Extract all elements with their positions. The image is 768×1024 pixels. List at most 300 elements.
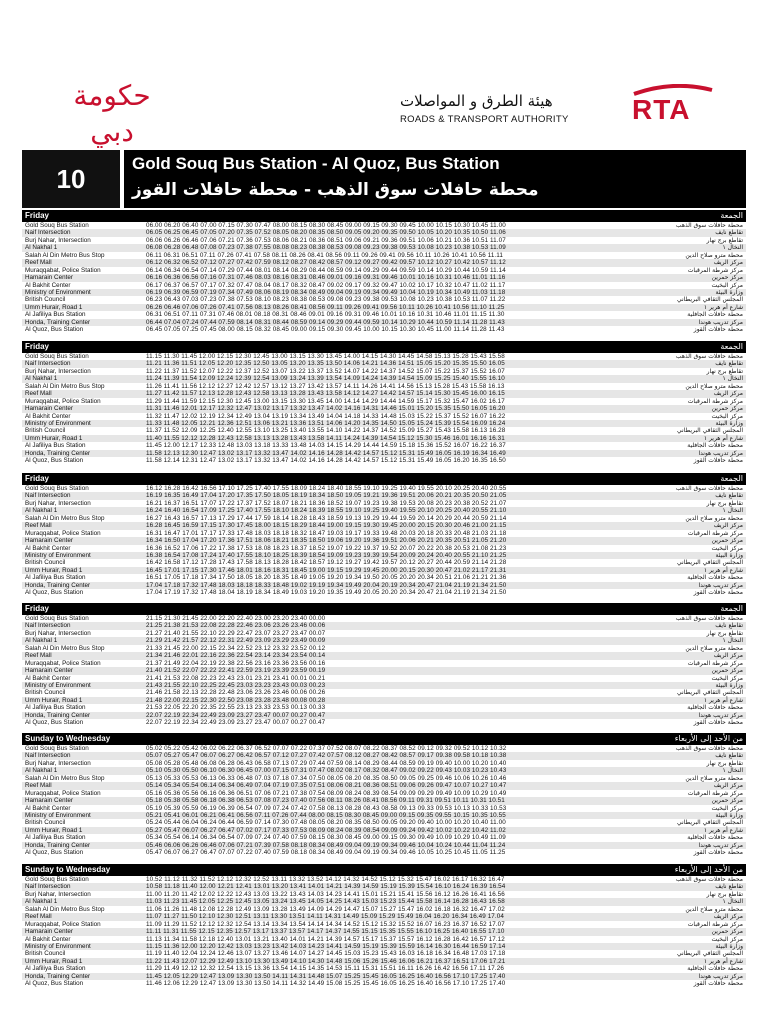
stop-name-arabic: مركز البخيت — [711, 281, 743, 289]
stop-name-english: Reef Mall — [25, 522, 52, 530]
table-row — [22, 667, 746, 674]
stop-name-english: Naif Intersection — [25, 752, 71, 760]
route-number: 10 — [56, 163, 86, 194]
table-row — [22, 689, 746, 696]
stop-name-arabic: المجلس الثقافي البريطاني — [676, 559, 743, 567]
table-row — [22, 819, 746, 826]
stop-name-english: Honda, Training Center — [25, 581, 91, 589]
departure-times: 16.34 16.50 17.04 17.20 17.36 17.51 18.06 18.21 18.35 18.50 19.06 19.20 19.36 19.51 20.06 20.21 20.35 20.51 21.05 21.20 — [146, 537, 507, 545]
stop-name-arabic: محطة حافلات سوق الذهب — [675, 485, 743, 492]
stop-name-arabic: مركز تدريب هوندا — [698, 581, 743, 589]
stop-name-arabic: محطة حافلات سوق الذهب — [675, 745, 743, 752]
stop-name-arabic: مركز تدريب هوندا — [698, 318, 743, 326]
table-row — [22, 943, 746, 950]
stop-name-arabic: مركز تدريب هوندا — [698, 841, 743, 849]
stop-name-english: Honda, Training Center — [25, 318, 91, 326]
departure-times: 11.22 11.43 12.07 12.29 12.49 13.10 13.30 13.49 14.10 14.30 14.48 15.06 15.26 15.46 16.06 16.21 16.37 16.51 17.06 17.21 — [146, 957, 506, 965]
stop-name-arabic: شارع أم هرير ١ — [703, 957, 743, 965]
stop-name-arabic: محطة حافلات القوز — [693, 326, 743, 334]
stop-name-english: Al Jafiliya Bus Station — [25, 965, 86, 973]
stop-name-arabic: تقاطع برج نهار — [706, 367, 743, 375]
departure-times: 11.45 12.00 12.17 12.33 12.48 13.03 13.18 13.33 13.48 14.03 14.15 14.29 14.44 14.59 15.18 15.36 15.52 16.07 16.22 16.37 — [146, 442, 506, 450]
stop-name-arabic: محطة مترو صلاح الدين — [685, 382, 743, 390]
departure-times: 05.02 05.22 05.42 06.02 06.22 06.37 06.52 07.07 07.22 07.37 07.52 08.07 08.22 08.37 08.52 09.12 09.32 09.52 10.12 10.32 — [146, 745, 507, 752]
departure-times: 11.07 11.27 11.50 12.10 12.30 12.51 13.11 13.30 13.51 14.11 14.31 14.49 15.09 15.29 15.49 16.04 16.20 16.34 16.49 17.04 — [146, 913, 504, 921]
stop-name-arabic: مركز شرطة المرقبات — [687, 529, 743, 537]
stop-name-english: Al Quoz, Bus Station — [25, 719, 84, 727]
gov-logo-arabic: حكومة دبي — [73, 79, 151, 148]
stop-name-arabic: مركز شرطة المرقبات — [687, 397, 743, 405]
stop-name-english: Salah Al Din Metro Bus Stop — [25, 905, 105, 913]
stop-name-english: Al Nakhal 1 — [25, 767, 58, 775]
departure-times: 11.58 12.14 12.31 12.47 13.02 13.17 13.32 13.47 14.02 14.16 14.28 14.42 14.57 15.12 15.31 15.49 16.05 16.20 16.35 16.50 — [146, 457, 506, 465]
stop-name-english: Hamarain Center — [25, 797, 73, 805]
stop-name-arabic: المجلس الثقافي البريطاني — [676, 296, 743, 304]
stop-name-english: Naif Intersection — [25, 883, 71, 891]
departure-times: 06.12 06.32 06.52 07.12 07.27 07.42 07.59 08.12 08.27 08.42 08.57 09.12 09.27 09.42 09.57 10.12 10.27 10.42 10.57 11.12 — [146, 259, 506, 267]
table-row — [22, 782, 746, 789]
rta-logo-text: RTA — [632, 94, 691, 125]
stop-name-english: Muraqqabat, Police Station — [25, 397, 101, 405]
table-row — [22, 282, 746, 289]
table-row — [22, 259, 746, 266]
stop-name-english: Burj Nahar, Intersection — [25, 499, 91, 507]
stop-name-english: Al Bakhit Center — [25, 804, 71, 812]
table-row — [22, 682, 746, 689]
table-row — [22, 237, 746, 244]
departure-times: 11.15 11.36 12.00 12.20 12.42 13.03 13.23 13.42 14.03 14.23 14.41 14.59 15.19 15.39 15.59 16.14 16.30 16.44 16.59 17.14 — [146, 942, 506, 950]
table-row — [22, 552, 746, 559]
stop-name-english: Al Nakhal 1 — [25, 375, 58, 383]
stop-name-english: Muraqqabat, Police Station — [25, 920, 101, 928]
departure-times: 05.16 05.36 05.56 06.16 06.36 06.51 07.06 07.21 07.38 07.54 08.09 08.24 08.39 08.54 09.09 09.29 09.49 10.09 10.29 10.49 — [146, 789, 507, 797]
table-row — [22, 311, 746, 318]
table-row — [22, 958, 746, 965]
departure-times: 06.19 06.39 06.59 07.19 07.34 07.49 08.06 08.19 08.34 08.49 09.04 09.19 09.34 09.49 10.04 10.19 10.34 10.49 11.03 11.18 — [146, 288, 506, 296]
departure-times: 11.40 11.55 12.12 12.28 12.43 12.58 13.13 13.28 13.43 13.58 14.11 14.24 14.39 14.54 15.12 15.30 15.46 16.01 16.16 16.31 — [146, 434, 505, 442]
stop-name-arabic: محطة حافلات الجافلية — [687, 574, 743, 582]
departure-times: 11.09 11.29 11.52 12.12 12.32 12.54 13.14 13.34 13.54 14.14 14.34 14.52 15.12 15.32 15.52 16.07 16.23 16.37 16.52 17.07 — [146, 920, 505, 928]
stop-name-arabic: محطة مترو صلاح الدين — [685, 905, 743, 913]
table-row — [22, 805, 746, 812]
table-row — [22, 842, 746, 849]
stop-name-arabic: النخال ١ — [722, 898, 743, 906]
table-row — [22, 719, 746, 726]
stop-name-english: British Council — [25, 296, 66, 304]
table-row — [22, 289, 746, 296]
table-row — [22, 507, 746, 514]
table-row — [22, 898, 746, 905]
stop-name-arabic: شارع أم هرير ١ — [703, 303, 743, 311]
departure-times: 21.15 21.30 21.45 22.00 22.20 22.40 23.00 23.20 23.40 00.00 — [146, 615, 326, 622]
table-row — [22, 849, 746, 856]
stop-name-arabic: شارع أم هرير ١ — [703, 826, 743, 834]
stop-name-english: Gold Souq Bus Station — [25, 876, 89, 883]
table-row — [22, 936, 746, 943]
table-row — [22, 435, 746, 442]
departure-times: 11.13 11.34 11.58 12.18 12.40 13.01 13.21 13.40 14.01 14.21 14.39 14.57 15.17 15.37 15.57 16.12 16.28 16.42 16.57 17.12 — [146, 935, 505, 943]
table-row — [22, 652, 746, 659]
departure-times: 11.58 12.13 12.30 12.47 13.02 13.17 13.32 13.47 14.02 14.16 14.28 14.42 14.57 15.12 15.31 15.49 16.05 16.19 16.34 16.49 — [146, 449, 506, 457]
stop-name-english: Al Bakhit Center — [25, 935, 71, 943]
stop-name-english: Burj Nahar, Intersection — [25, 629, 91, 637]
table-row — [22, 427, 746, 434]
table-row — [22, 537, 746, 544]
departure-times: 06.17 06.37 06.57 07.17 07.32 07.47 08.04 08.17 08.32 08.47 09.02 09.17 09.32 09.47 10.02 10.17 10.32 10.47 11.02 11.17 — [146, 281, 506, 289]
stop-name-arabic: محطة مترو صلاح الدين — [685, 644, 743, 652]
stop-name-arabic: محطة مترو صلاح الدين — [685, 251, 743, 259]
table-row — [22, 522, 746, 529]
departure-times: 11.11 11.31 11.55 12.15 12.35 12.57 13.17 13.37 13.57 14.17 14.37 14.55 15.15 15.35 15.55 16.10 16.25 16.40 16.55 17.10 — [146, 928, 505, 936]
stop-name-english: Reef Mall — [25, 782, 52, 790]
departure-times: 06.05 06.25 06.45 07.05 07.20 07.35 07.52 08.05 08.20 08.35 08.50 09.05 09.20 09.35 09.50 10.05 10.20 10.35 10.50 11.06 — [146, 229, 506, 237]
stop-name-arabic: النخال ١ — [722, 244, 743, 252]
day-label-english: Friday — [25, 604, 50, 613]
route-number-box — [22, 150, 124, 208]
departure-times: 21.25 21.38 21.53 22.08 22.28 22.46 23.06 23.26 23.46 00.06 — [146, 622, 326, 630]
stop-name-arabic: محطة حافلات القوز — [693, 980, 743, 988]
stop-name-english: Burj Nahar, Intersection — [25, 890, 91, 898]
table-row — [22, 965, 746, 972]
departure-times: 05.19 05.39 05.59 06.19 06.39 06.54 07.09 07.24 07.42 07.58 08.13 08.28 08.43 08.58 09.13 09.33 09.53 10.13 10.33 10.53 — [146, 804, 507, 812]
stop-name-english: Reef Mall — [25, 652, 52, 660]
stop-name-arabic: شارع أم هرير ١ — [703, 434, 743, 442]
stop-name-arabic: محطة مترو صلاح الدين — [685, 774, 743, 782]
table-row — [22, 304, 746, 311]
departure-times: 11.22 11.37 11.52 12.07 12.22 12.37 12.52 13.07 13.22 13.37 13.52 14.07 14.22 14.37 14.52 15.07 15.22 15.37 15.52 16.07 — [146, 367, 505, 375]
stop-name-english: British Council — [25, 559, 66, 567]
departure-times: 05.13 05.33 05.53 06.13 06.33 06.48 07.03 07.18 07.34 07.50 08.05 08.20 08.35 08.50 09.05 09.25 09.46 10.06 10.26 10.46 — [146, 774, 507, 782]
stop-name-arabic: محطة حافلات الجافلية — [687, 965, 743, 973]
route-title-english: Gold Souq Bus Station - Al Quoz, Bus Station — [132, 154, 500, 173]
departure-times: 06.06 06.26 06.46 07.06 07.21 07.36 07.53 08.06 08.21 08.36 08.51 09.06 09.21 09.36 09.51 10.06 10.21 10.36 10.51 11.07 — [146, 236, 506, 244]
departure-times: 16.27 16.43 16.57 17.13 17.29 17.44 17.59 18.14 18.28 18.43 18.59 19.13 19.29 19.44 19.59 20.14 20.29 20.44 20.59 21.14 — [146, 514, 507, 522]
stop-name-english: Ministry of Environment — [25, 419, 91, 427]
stop-name-arabic: محطة حافلات الجافلية — [687, 834, 743, 842]
stop-name-english: Salah Al Din Metro Bus Stop — [25, 774, 105, 782]
stop-name-english: Umm Hurair, Road 1 — [25, 434, 83, 442]
stop-name-arabic: النخال ١ — [722, 375, 743, 383]
table-row — [22, 500, 746, 507]
table-row — [22, 775, 746, 782]
table-row — [22, 244, 746, 251]
stop-name-english: Salah Al Din Metro Bus Stop — [25, 251, 105, 259]
table-row — [22, 450, 746, 457]
stop-name-english: Gold Souq Bus Station — [25, 485, 89, 492]
table-row — [22, 906, 746, 913]
stop-name-english: Honda, Training Center — [25, 841, 91, 849]
stop-name-english: Salah Al Din Metro Bus Stop — [25, 644, 105, 652]
timetable-section — [22, 864, 746, 988]
departure-times: 06.44 07.04 07.24 07.44 07.59 08.14 08.31 08.44 08.59 09.14 09.29 09.44 09.59 10.14 10.29 10.44 10.59 11.14 11.28 11.43 — [146, 318, 505, 326]
stop-name-english: Ministry of Environment — [25, 288, 91, 296]
rta-name — [400, 92, 610, 125]
day-label-english: Friday — [25, 342, 50, 351]
stop-name-arabic: محطة حافلات سوق الذهب — [675, 615, 743, 622]
stop-name-english: Muraqqabat, Police Station — [25, 659, 101, 667]
stop-name-english: Hamarain Center — [25, 405, 73, 413]
departure-times: 11.27 11.42 11.57 12.13 12.28 12.43 12.58 13.13 13.28 13.43 13.58 14.12 14.27 14.42 14.57 15.14 15.30 15.45 16.00 16.15 — [146, 390, 505, 398]
header — [0, 0, 768, 150]
table-row — [22, 697, 746, 704]
table-row — [22, 712, 746, 719]
stop-name-english: Al Nakhal 1 — [25, 244, 58, 252]
stop-name-english: Reef Mall — [25, 913, 52, 921]
departure-times: 06.16 06.36 06.56 07.16 07.31 07.46 08.03 08.16 08.31 08.46 09.01 09.16 09.31 09.46 10.01 10.16 10.31 10.46 11.01 11.16 — [146, 274, 506, 282]
stop-name-arabic: وزارة البيئة — [715, 288, 743, 296]
departure-times: 06.31 06.51 07.11 07.31 07.46 08.01 08.18 08.31 08.46 09.01 09.16 09.31 09.46 10.01 10.16 10.31 10.46 11.01 11.15 11.30 — [146, 311, 505, 319]
stop-name-english: Honda, Training Center — [25, 972, 91, 980]
departure-times: 21.48 22.00 22.15 22.30 22.50 23.08 23.28 23.48 00.08 00.28 — [146, 696, 326, 704]
day-label-english: Sunday to Wednesday — [25, 734, 111, 743]
table-row — [22, 515, 746, 522]
stop-name-arabic: المجلس الثقافي البريطاني — [676, 427, 743, 435]
stop-name-arabic: تقاطع نايف — [715, 883, 743, 891]
section-day-header — [22, 864, 746, 876]
day-label-english: Sunday to Wednesday — [25, 865, 111, 874]
departure-times: 05.10 05.30 05.50 06.10 06.30 06.45 07.00 07.15 07.31 07.47 08.02 08.17 08.32 08.47 09.02 09.22 09.43 10.03 10.23 10.43 — [146, 767, 507, 775]
stop-name-arabic: تقاطع برج نهار — [706, 890, 743, 898]
stop-name-arabic: مركز البخيت — [711, 412, 743, 420]
departure-times: 16.38 16.54 17.08 17.24 17.40 17.55 18.10 18.25 18.39 18.54 19.09 19.23 19.39 19.54 20.09 20.24 20.40 20.55 21.10 21.25 — [146, 551, 507, 559]
stop-name-arabic: محطة حافلات القوز — [693, 589, 743, 597]
stop-name-english: Umm Hurair, Road 1 — [25, 303, 83, 311]
departure-times: 16.45 17.01 17.15 17.30 17.46 18.01 18.16 18.31 18.45 19.00 19.15 19.29 19.45 20.00 20.15 20.30 20.47 21.02 21.17 21.31 — [146, 566, 507, 574]
stop-name-english: Gold Souq Bus Station — [25, 615, 89, 622]
table-row — [22, 827, 746, 834]
table-row — [22, 797, 746, 804]
stop-name-english: Naif Intersection — [25, 492, 71, 500]
rta-name-arabic: هيئة الطرق و المواصلات — [400, 92, 553, 110]
timetable-section — [22, 341, 746, 465]
table-row — [22, 492, 746, 499]
stop-name-english: Al Bakhit Center — [25, 281, 71, 289]
stop-name-english: Al Quoz, Bus Station — [25, 849, 84, 857]
table-row — [22, 485, 746, 492]
departure-times: 05.46 06.06 06.26 06.46 07.06 07.21 07.39 07.58 08.18 08.34 08.49 09.04 09.19 09.34 09.46 10.04 10.24 10.44 11.04 11.24 — [146, 841, 506, 849]
stop-name-english: Burj Nahar, Intersection — [25, 236, 91, 244]
stop-name-arabic: محطة مترو صلاح الدين — [685, 514, 743, 522]
table-row — [22, 660, 746, 667]
departure-times: 16.36 16.52 17.06 17.22 17.38 17.53 18.08 18.23 18.37 18.52 19.07 19.22 19.37 19.52 20.07 20.22 20.38 20.53 21.08 21.23 — [146, 544, 507, 552]
departure-times: 11.32 11.47 12.02 12.19 12.34 12.49 13.04 13.19 13.34 13.49 14.04 14.18 14.33 14.48 15.03 15.22 15.37 15.52 16.07 16.22 — [146, 412, 506, 420]
stop-name-english: Umm Hurair, Road 1 — [25, 566, 83, 574]
departure-times: 21.37 21.49 22.04 22.19 22.38 22.56 23.16 23.36 23.56 00.16 — [146, 659, 326, 667]
stop-name-english: Salah Al Din Metro Bus Stop — [25, 514, 105, 522]
stop-name-arabic: مركز الريف — [713, 390, 743, 398]
departure-times: 16.12 16.28 16.42 16.56 17.10 17.25 17.40 17.55 18.09 18.24 18.40 18.55 19.10 19.25 19.40 19.55 20.10 20.25 20.40 20.55 — [146, 485, 507, 492]
stop-name-arabic: مركز البخيت — [711, 935, 743, 943]
stop-name-english: Al Quoz, Bus Station — [25, 457, 84, 465]
stop-name-english: Umm Hurair, Road 1 — [25, 696, 83, 704]
stop-name-english: Hamarain Center — [25, 537, 73, 545]
stop-name-english: Al Jafiliya Bus Station — [25, 442, 86, 450]
departure-times: 10.52 11.12 11.32 11.52 12.12 12.32 12.52 13.11 13.32 13.52 14.12 14.32 14.52 15.12 15.32 15.47 16.02 16.17 16.32 16.47 — [146, 876, 505, 883]
stop-name-english: Gold Souq Bus Station — [25, 222, 89, 229]
stop-name-arabic: تقاطع برج نهار — [706, 759, 743, 767]
departure-times: 05.18 05.38 05.58 06.18 06.38 06.53 07.08 07.23 07.40 07.56 08.11 08.26 08.41 08.56 09.11 09.31 09.51 10.11 10.31 10.51 — [146, 797, 505, 805]
table-row — [22, 615, 746, 622]
departure-times: 17.04 17.18 17.32 17.48 18.03 18.18 18.33 18.48 19.02 19.19 19.34 19.49 20.04 20.19 20.34 20.47 21.04 21.19 21.34 21.50 — [146, 581, 507, 589]
stop-name-english: Naif Intersection — [25, 229, 71, 237]
stop-name-english: Al Bakhit Center — [25, 674, 71, 682]
stop-name-english: Salah Al Din Metro Bus Stop — [25, 382, 105, 390]
stop-name-arabic: مركز حمرين — [711, 274, 743, 282]
table-row — [22, 398, 746, 405]
table-row — [22, 637, 746, 644]
departure-times: 16.19 16.35 16.49 17.04 17.20 17.35 17.50 18.05 18.19 18.34 18.50 19.05 19.21 19.36 19.51 20.06 20.21 20.35 20.50 21.05 — [146, 492, 507, 500]
departure-times: 06.11 06.31 06.51 07.11 07.26 07.41 07.58 08.11 08.26 08.41 08.56 09.11 09.26 09.41 09.56 10.11 10.26 10.41 10.56 11.11 — [146, 251, 504, 259]
departure-times: 16.24 16.40 16.54 17.09 17.25 17.40 17.55 18.10 18.24 18.39 18.55 19.10 19.25 19.40 19.55 20.10 20.25 20.40 20.55 21.10 — [146, 507, 507, 515]
day-label-arabic: من الأحد إلى الأربعاء — [674, 734, 743, 743]
departure-times: 05.24 05.44 06.04 06.24 06.44 06.59 07.14 07.30 07.48 08.05 08.20 08.35 08.50 09.05 09.20 09.40 10.00 10.20 10.40 11.00 — [146, 819, 506, 827]
departure-times: 16.42 16.58 17.12 17.28 17.43 17.58 18.13 18.28 18.42 18.57 19.12 19.27 19.42 19.57 20.12 20.27 20.44 20.59 21.14 21.28 — [146, 559, 507, 567]
departure-times: 21.27 21.40 21.55 22.10 22.29 22.47 23.07 23.27 23.47 00.07 — [146, 629, 326, 637]
departure-times: 11.31 11.46 12.01 12.17 12.32 12.47 13.02 13.17 13.32 13.47 14.02 14.16 14.31 14.46 15.01 15.20 15.35 15.50 16.05 16.20 — [146, 405, 506, 413]
departure-times: 11.29 11.49 12.12 12.32 12.54 13.15 13.36 13.54 14.15 14.35 14.53 15.11 15.31 15.51 16.11 16.26 16.42 16.56 17.11 17.26 — [146, 965, 504, 973]
stop-name-english: Al Nakhal 1 — [25, 637, 58, 645]
table-row — [22, 980, 746, 987]
stop-name-arabic: المجلس الثقافي البريطاني — [676, 819, 743, 827]
section-day-header — [22, 733, 746, 745]
stop-name-english: Gold Souq Bus Station — [25, 745, 89, 752]
table-row — [22, 834, 746, 841]
table-row — [22, 973, 746, 980]
stop-name-arabic: وزارة البيئة — [715, 811, 743, 819]
stop-name-english: Naif Intersection — [25, 360, 71, 368]
table-row — [22, 545, 746, 552]
stop-name-arabic: مركز شرطة المرقبات — [687, 266, 743, 274]
stop-name-english: Ministry of Environment — [25, 811, 91, 819]
stop-name-english: British Council — [25, 427, 66, 435]
departure-times: 11.00 11.20 11.42 12.02 12.22 12.43 13.03 13.22 13.43 14.03 14.23 14.41 15.01 15.21 15.41 15.56 16.12 16.26 16.41 16.56 — [146, 890, 505, 898]
table-row — [22, 760, 746, 767]
table-row — [22, 913, 746, 920]
stop-name-english: Umm Hurair, Road 1 — [25, 957, 83, 965]
stop-name-arabic: مركز حمرين — [711, 797, 743, 805]
table-row — [22, 921, 746, 928]
stop-name-arabic: مركز الريف — [713, 522, 743, 530]
table-row — [22, 442, 746, 449]
section-day-header — [22, 473, 746, 485]
departure-times: 06.45 07.05 07.25 07.45 08.00 08.15 08.32 08.45 09.00 09.15 09.30 09.45 10.00 10.15 10.30 10.45 11.00 11.14 11.28 11.43 — [146, 326, 505, 334]
table-row — [22, 675, 746, 682]
stop-name-arabic: وزارة البيئة — [715, 681, 743, 689]
table-row — [22, 790, 746, 797]
departure-times: 11.21 11.36 11.51 12.05 12.20 12.35 12.50 13.05 13.20 13.35 13.50 14.06 14.21 14.36 14.51 15.05 15.20 15.35 15.50 16.05 — [146, 360, 505, 368]
table-row — [22, 559, 746, 566]
table-row — [22, 252, 746, 259]
day-label-arabic: الجمعة — [720, 342, 743, 351]
departure-times: 21.41 21.53 22.08 22.23 22.43 23.01 23.21 23.41 00.01 00.21 — [146, 674, 326, 682]
stop-name-english: British Council — [25, 689, 66, 697]
day-label-arabic: الجمعة — [720, 474, 743, 483]
table-row — [22, 567, 746, 574]
stop-name-english: Al Bakhit Center — [25, 544, 71, 552]
stop-name-english: Muraqqabat, Police Station — [25, 789, 101, 797]
timetable-section — [22, 473, 746, 597]
stop-name-arabic: المجلس الثقافي البريطاني — [676, 689, 743, 697]
table-row — [22, 326, 746, 333]
stop-name-english: Ministry of Environment — [25, 681, 91, 689]
table-row — [22, 876, 746, 883]
stop-name-english: Umm Hurair, Road 1 — [25, 826, 83, 834]
departure-times: 21.40 21.52 22.07 22.22 22.41 22.59 23.19 23.39 23.59 00.19 — [146, 667, 326, 675]
table-row — [22, 229, 746, 236]
stop-name-english: Al Nakhal 1 — [25, 507, 58, 515]
stop-name-arabic: شارع أم هرير ١ — [703, 566, 743, 574]
stop-name-arabic: محطة حافلات الجافلية — [687, 442, 743, 450]
day-label-arabic: الجمعة — [720, 211, 743, 220]
stop-name-english: Hamarain Center — [25, 928, 73, 936]
table-row — [22, 574, 746, 581]
rta-name-english: ROADS & TRANSPORT AUTHORITY — [400, 114, 569, 125]
departure-times: 05.34 05.54 06.14 06.34 06.54 07.09 07.24 07.40 07.59 08.15 08.30 08.45 09.00 09.15 09.30 09.49 10.09 10.29 10.49 11.09 — [146, 834, 506, 842]
stop-name-english: Hamarain Center — [25, 274, 73, 282]
stop-name-english: Muraqqabat, Police Station — [25, 529, 101, 537]
table-row — [22, 319, 746, 326]
departure-times: 06.26 06.46 07.06 07.26 07.41 07.56 08.13 08.26 08.41 08.56 09.11 09.26 09.41 09.56 10.11 10.26 10.41 10.56 11.10 11.25 — [146, 303, 505, 311]
day-label-english: Friday — [25, 211, 50, 220]
stop-name-arabic: تقاطع نايف — [715, 492, 743, 500]
departure-times: 11.24 11.39 11.54 12.09 12.24 12.39 12.54 13.09 13.24 13.39 13.54 14.09 14.24 14.39 14.54 15.09 15.25 15.40 15.55 16.10 — [146, 375, 505, 383]
stop-name-english: Reef Mall — [25, 259, 52, 267]
stop-name-arabic: وزارة البيئة — [715, 419, 743, 427]
stop-name-english: British Council — [25, 950, 66, 958]
stop-name-arabic: مركز الريف — [713, 652, 743, 660]
stop-name-arabic: مركز الريف — [713, 913, 743, 921]
stop-name-arabic: شارع أم هرير ١ — [703, 696, 743, 704]
table-row — [22, 704, 746, 711]
departure-times: 22.07 22.19 22.34 22.49 23.09 23.27 23.47 00.07 00.27 00.47 — [146, 711, 326, 719]
table-row — [22, 745, 746, 752]
table-row — [22, 375, 746, 382]
stop-name-arabic: مركز الريف — [713, 782, 743, 790]
departure-times: 05.21 05.41 06.01 06.21 06.41 06.56 07.11 07.26 07.44 08.00 08.15 08.30 08.45 09.00 09.15 09.35 09.55 10.15 10.35 10.55 — [146, 811, 506, 819]
stop-name-english: Gold Souq Bus Station — [25, 353, 89, 360]
timetable-section — [22, 733, 746, 857]
departure-times: 21.43 21.55 22.10 22.25 22.45 23.03 23.23 23.43 00.03 00.23 — [146, 681, 326, 689]
table-row — [22, 222, 746, 229]
stop-name-arabic: مركز البخيت — [711, 674, 743, 682]
stop-name-english: Honda, Training Center — [25, 711, 91, 719]
table-row — [22, 368, 746, 375]
table-row — [22, 405, 746, 412]
departure-times: 21.34 21.46 22.01 22.16 22.36 22.54 23.14 23.34 23.54 00.14 — [146, 652, 326, 660]
stop-name-english: Al Quoz, Bus Station — [25, 589, 84, 597]
table-row — [22, 928, 746, 935]
departure-times: 16.28 16.45 16.59 17.15 17.30 17.45 18.00 18.15 18.29 18.44 19.00 19.15 19.30 19.45 20.00 20.15 20.30 20.46 21.00 21.15 — [146, 522, 507, 530]
departure-times: 17.04 17.19 17.32 17.48 18.04 18.19 18.34 18.49 19.03 19.20 19.35 19.49 20.05 20.20 20.34 20.47 21.04 21.19 21.34 21.50 — [146, 589, 507, 597]
departure-times: 11.46 12.06 12.29 12.47 13.09 13.30 13.50 14.11 14.32 14.49 15.08 15.25 15.45 16.05 16.25 16.40 16.56 17.10 17.25 17.40 — [146, 980, 506, 988]
table-row — [22, 413, 746, 420]
stop-name-english: Honda, Training Center — [25, 449, 91, 457]
departure-times: 11.45 12.05 12.29 12.47 13.09 13.30 13.50 14.11 14.31 14.48 15.07 15.25 15.45 16.05 16.25 16.40 16.56 17.10 17.25 17.40 — [146, 972, 506, 980]
departure-times: 06.23 06.43 07.03 07.23 07.38 07.53 08.10 08.23 08.38 08.53 09.08 09.23 09.38 09.53 10.08 10.23 10.38 10.53 11.07 11.22 — [146, 296, 506, 304]
departure-times: 11.15 11.30 11.45 12.00 12.15 12.30 12.45 13.00 13.15 13.30 13.45 14.00 14.15 14.30 14.45 14.58 15.13 15.28 15.43 15.58 — [146, 353, 505, 360]
departure-times: 11.29 11.44 11.59 12.15 12.30 12.45 13.00 13.15 13.30 13.45 14.00 14.14 14.29 14.44 14.59 15.17 15.32 15.47 16.02 16.17 — [146, 397, 505, 405]
table-row — [22, 582, 746, 589]
departure-times: 06.00 06.20 06.40 07.00 07.15 07.30 07.47 08.00 08.15 08.30 08.45 09.00 09.15 09.30 09.45 10.00 10.15 10.30 10.45 11.00 — [146, 222, 506, 229]
stop-name-arabic: مركز البخيت — [711, 544, 743, 552]
stop-name-english: Al Bakhit Center — [25, 412, 71, 420]
departure-times: 11.33 11.48 12.05 12.21 12.36 12.51 13.06 13.21 13.36 13.51 14.06 14.20 14.35 14.50 15.05 15.24 15.39 15.54 16.09 16.24 — [146, 419, 506, 427]
stop-name-arabic: تقاطع نايف — [715, 622, 743, 630]
departure-times: 16.21 16.37 16.51 17.07 17.22 17.37 17.52 18.07 18.21 18.36 18.52 19.07 19.23 19.38 19.53 20.08 20.23 20.38 20.52 21.07 — [146, 499, 507, 507]
departure-times: 21.33 21.45 22.00 22.15 22.34 22.52 23.12 23.32 23.52 00.12 — [146, 644, 326, 652]
stop-name-arabic: محطة حافلات سوق الذهب — [675, 222, 743, 229]
stop-name-arabic: مركز حمرين — [711, 405, 743, 413]
